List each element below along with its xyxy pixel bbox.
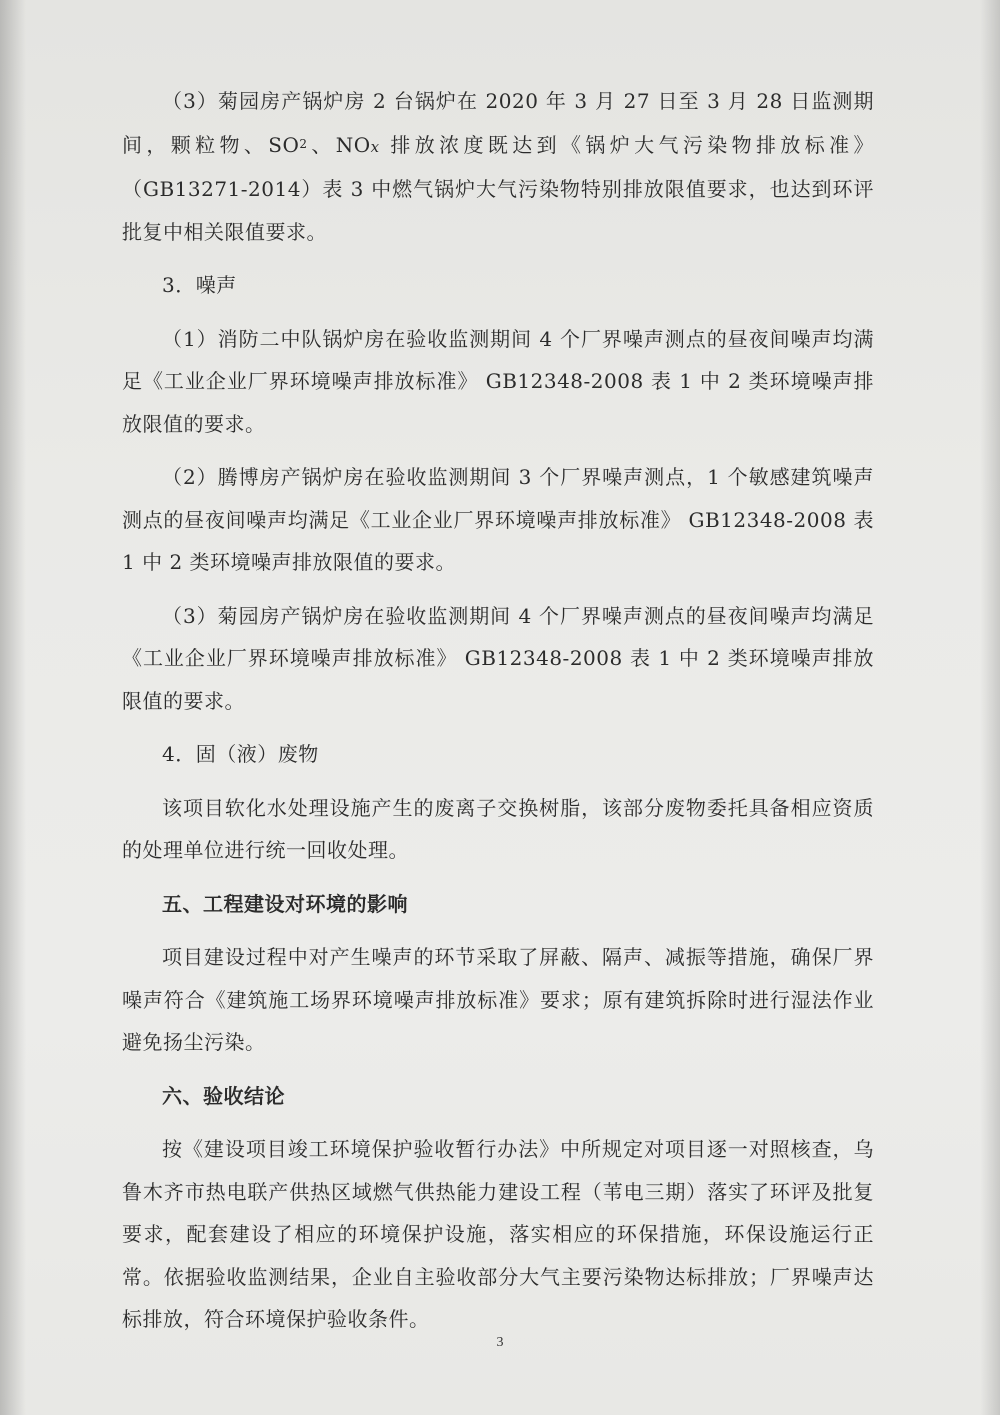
document-body <box>122 80 874 1341</box>
paragraph-noise-1: （1）消防二中队锅炉房在验收监测期间 4 个厂界噪声测点的昼夜间噪声均满足《工业企业厂界环境噪声排放标准》 GB12348-2008 表 1 中 2 类环境噪声排放限值的要求。 <box>122 326 874 436</box>
page-number: 3 <box>496 1335 504 1350</box>
paragraph-solid-waste: 该项目软化水处理设施产生的废离子交换树脂，该部分废物委托具备相应资质的处理单位进行统一回收处理。 <box>122 795 874 862</box>
paragraph-text: （3）菊园房产锅炉房 2 台锅炉在 2020 年 3 月 27 日至 3 月 28 日监测期间，颗粒物、SO <box>122 89 874 157</box>
heading-solid-waste: 4．固（液）废物 <box>162 742 319 766</box>
paragraph-section-5: 项目建设过程中对产生噪声的环节采取了屏蔽、隔声、减振等措施，确保厂界噪声符合《建筑施工场界环境噪声排放标准》要求；原有建筑拆除时进行湿法作业避免扬尘污染。 <box>122 945 874 1054</box>
heading-section-5: 五、工程建设对环境的影响 <box>162 891 408 916</box>
paragraph-noise-3: （3）菊园房产锅炉房在验收监测期间 4 个厂界噪声测点的昼夜间噪声均满足《工业企业厂界环境噪声排放标准》 GB12348-2008 表 1 中 2 类环境噪声排放限值的要求。 <box>122 603 874 713</box>
paragraph-section-6: 按《建设项目竣工环境保护验收暂行办法》中所规定对项目逐一对照核查，乌鲁木齐市热电联产供热区域燃气供热能力建设工程（苇电三期）落实了环评及批复要求，配套建设了相应的环境保护设施，落实相应的环保措施，环保设施运行正常。依据验收监测结果，企业自主验收部分大气主要污染物达标排放；厂界噪声达标排放，符合环境保护验收条件。 <box>122 1137 874 1331</box>
paragraph-text: 排放浓度既达到《锅炉大气污染物排放标准》（GB13271-2014）表 3 中燃气锅炉大气污染物特别排放限值要求，也达到环评批复中相关限值要求。 <box>122 132 874 244</box>
heading-section-6: 六、验收结论 <box>162 1083 285 1108</box>
paragraph-boiler-emissions <box>122 80 874 253</box>
heading-noise: 3．噪声 <box>162 273 237 297</box>
subscript-x: x <box>370 137 380 156</box>
subscript-2: 2 <box>299 136 308 151</box>
paragraph-noise-2: （2）腾博房产锅炉房在验收监测期间 3 个厂界噪声测点，1 个敏感建筑噪声测点的昼夜间噪声均满足《工业企业厂界环境噪声排放标准》 GB12348-2008 表 1 中 2 类环境噪声排放限值的要求。 <box>122 465 874 574</box>
paragraph-text: 、NO <box>307 132 371 157</box>
